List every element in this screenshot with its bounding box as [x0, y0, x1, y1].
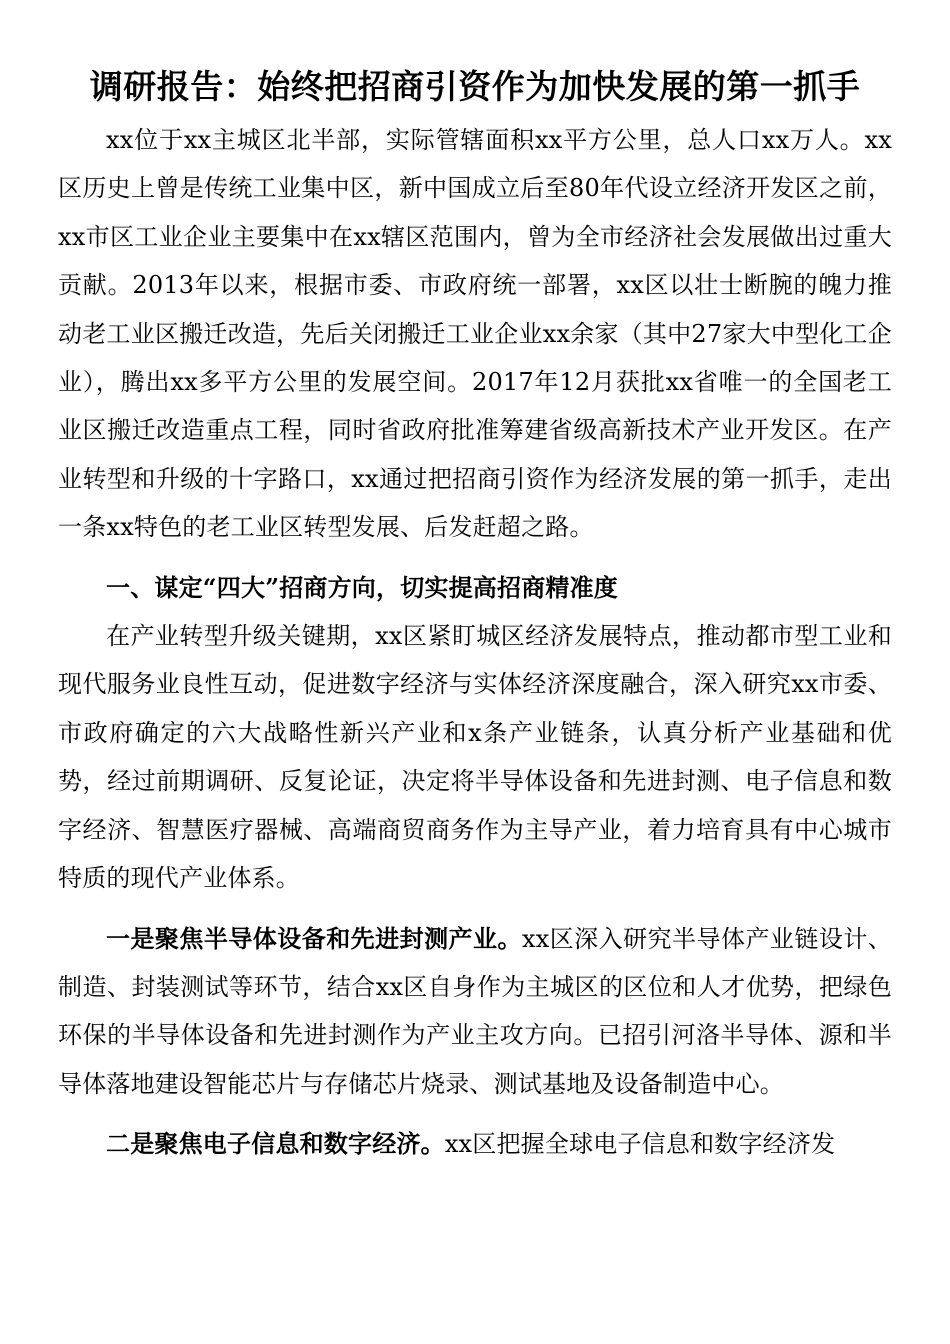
point-lead-2: 二是聚焦电子信息和数字经济。	[106, 1129, 445, 1159]
point-text-2: xx区把握全球电子信息和数字经济发	[444, 1130, 836, 1159]
section-paragraph: 在产业转型升级关键期，xx区紧盯城区经济发展特点，推动都市型工业和现代服务业良性互动，促进数字经济与实体经济深度融合，深入研究xx市委、市政府确定的六大战略性新兴产业和x条产业链条，认真分析产业基础和优势，经过前期调研、反复论证，决定将半导体设备和先进封测、电子信息和数字经济、智慧医疗器械、高端商贸商务作为主导产业，着力培育具有中心城市特质的现代产业体系。	[58, 622, 892, 893]
document-title: 调研报告：始终把招商引资作为加快发展的第一抓手	[89, 67, 861, 106]
intro-paragraph: xx位于xx主城区北半部，实际管辖面积xx平方公里，总人口xx万人。xx区历史上曾是传统工业集中区，新中国成立后至80年代设立经济开发区之前，xx市区工业企业主要集中在xx辖区范围内，曾为全市经济社会发展做出过重大贡献。2013年以来，根据市委、市政府统一部署，xx区以壮士断腕的魄力推动老工业区搬迁改造，先后关闭搬迁工业企业xx余家（其中27家大中型化工企业），腾出xx多平方公里的发展空间。2017年12月获批xx省唯一的全国老工业区搬迁改造重点工程，同时省政府批准筹建省级高新技术产业开发区。在产业转型和升级的十字路口，xx通过把招商引资作为经济发展的第一抓手，走出一条xx特色的老工业区转型发展、后发赶超之路。	[58, 126, 892, 542]
section-heading: 一、谋定“四大”招商方向，切实提高招商精准度	[106, 572, 619, 602]
point-paragraph-2	[58, 1120, 892, 1168]
document-body	[58, 116, 892, 1169]
point-paragraph-1	[58, 915, 892, 1109]
point-text-1: xx区深入研究半导体产业链设计、制造、封装测试等环节，结合xx区自身作为主城区的区位和人才优势，把绿色环保的半导体设备和先进封测作为产业主攻方向。已招引河洛半导体、源和半导体落地建设智能芯片与存储芯片烧录、测试基地及设备制造中心。	[58, 924, 892, 1098]
point-lead-1: 一是聚焦半导体设备和先进封测产业。	[106, 923, 522, 953]
